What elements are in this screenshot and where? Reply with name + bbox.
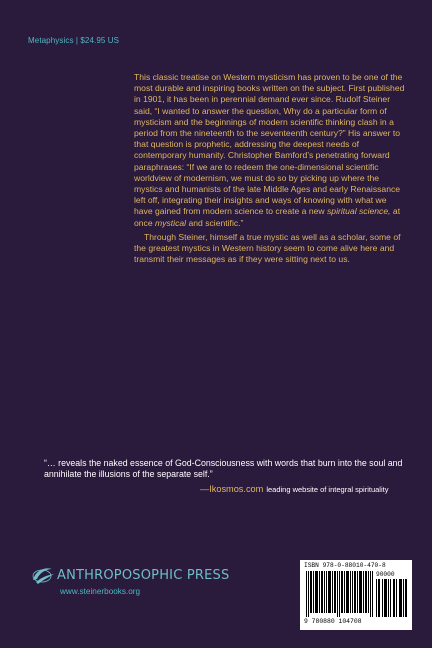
isbn-barcode <box>300 560 412 630</box>
barcode-bars-main <box>306 571 374 617</box>
category-price: Metaphysics | $24.95 US <box>28 36 120 45</box>
description-paragraph-2: Through Steiner, himself a true mystic as well as a scholar, some of the greatest mystics in Western history seem to come alive here and transmit their messages as if they were sitting next to us. <box>134 231 401 265</box>
endorsement-quote: “… reveals the naked essence of God-Consciousness with words that burn into the soul and annihilate the illusions of the separate self.” <box>44 458 403 480</box>
book-description <box>134 72 406 265</box>
publisher-logo <box>30 565 230 605</box>
barcode-number: 9 780880 104708 <box>304 618 362 625</box>
publisher-website[interactable]: www.steinerbooks.org <box>60 587 141 596</box>
isbn-number: ISBN 978-0-88010-470-8 <box>304 562 386 569</box>
endorsement-author: —Ikosmos.com <box>200 484 264 494</box>
price-code: 90000 <box>376 571 395 578</box>
barcode-bars-addon <box>376 579 408 617</box>
endorsement-source <box>200 484 420 494</box>
publisher-name: ANTHROPOSOPHIC PRESS <box>57 568 230 583</box>
publisher-swirl-icon <box>30 565 56 585</box>
description-paragraph-1: This classic treatise on Western mysticism has proven to be one of the most durable and inspiring books written on the subject. First published in 1901, it has been in perennial demand ever since. Rudolf Steiner said, “I wanted to answer the question, Why do a particular form of mysticism and the beginnings of modern scientific thinking clash in a period from the nineteenth to the seventeenth century?” His answer to that question is prophetic, addressing the deepest needs of contemporary humanity. Christopher Bamford’s penetrating forward paraphrases: “If we are to redeem the one-dimensional scientific worldview of modernism, we must do so by picking up where the mystics and humanists of the late Middle Ages and early Renaissance left off, integrating their insights and ways of knowing with what we have gained from modern science to create a new spiritual science, at once mystical and scientific.” <box>134 72 405 228</box>
endorsement-tagline: leading website of integral spirituality <box>266 485 389 494</box>
